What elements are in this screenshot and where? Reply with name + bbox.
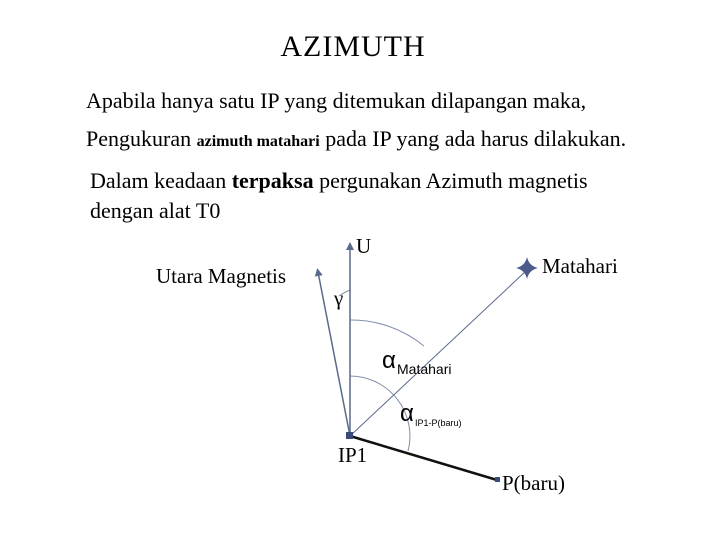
ip1-point (346, 432, 353, 439)
alpha-sun-subscript: Matahari (397, 361, 452, 377)
alpha-p-subscript: IP1-P(baru) (415, 418, 462, 428)
text-line-2-end: pada IP yang ada harus dilakukan. (319, 126, 627, 151)
sun-line (350, 270, 527, 436)
gamma-label: γ (334, 286, 344, 310)
page-title: AZIMUTH (280, 30, 426, 63)
ip1-label: IP1 (338, 443, 368, 467)
text-line-3-end: pergunakan Azimuth magnetis (313, 168, 588, 193)
alpha-p-symbol: α (400, 400, 414, 427)
text-terpaksa: terpaksa (231, 168, 314, 193)
sun-icon (516, 257, 538, 279)
magnetic-north-label: Utara Magnetis (156, 264, 287, 288)
text-line-1: Apabila hanya satu IP yang ditemukan dilapangan maka, (86, 88, 587, 113)
north-label: U (356, 234, 372, 258)
text-line-3-start: Dalam keadaan (90, 168, 232, 193)
text-azimuth-matahari: azimuth matahari (196, 133, 320, 150)
alpha-sun-symbol: α (382, 347, 396, 374)
p-baru-label: P(baru) (502, 471, 565, 495)
sun-label: Matahari (542, 254, 618, 278)
alpha-sun-arc (350, 320, 424, 346)
p-baru-point (495, 477, 500, 482)
p-baru-line (350, 436, 497, 480)
text-line-4: dengan alat T0 (90, 198, 221, 223)
text-line-2-start: Pengukuran (86, 126, 197, 151)
